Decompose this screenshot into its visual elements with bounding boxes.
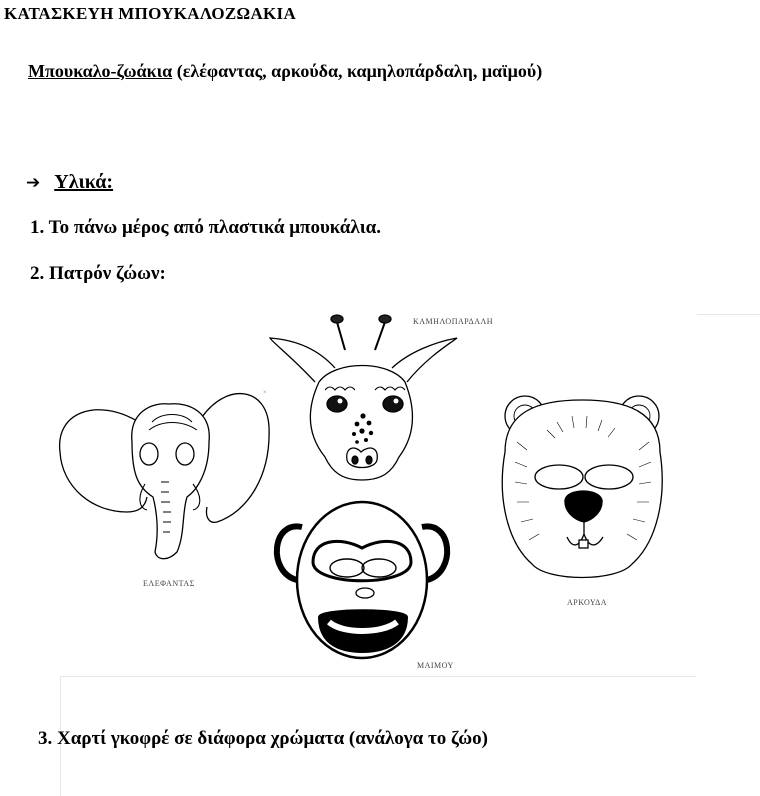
figure-edge-line <box>60 676 696 677</box>
giraffe-mask <box>270 315 457 480</box>
materials-heading <box>26 171 113 194</box>
document-title: ΚΑΤΑΣΚΕΥΗ ΜΠΟΥΚΑΛΟΖΩΑΚΙΑ <box>4 4 297 23</box>
list-item-1: 1. Το πάνω μέρος από πλαστικά μπουκάλια. <box>30 217 381 238</box>
monkey-mask <box>277 502 447 658</box>
label-bear: ΑΡΚΟΥΔΑ <box>567 598 608 607</box>
label-monkey: ΜΑΙΜΟΥ <box>417 661 454 670</box>
arrow-right-icon: ➔ <box>26 173 41 193</box>
label-elephant: ΕΛΕΦΑΝΤΑΣ <box>143 579 195 588</box>
subtitle-rest: (ελέφαντας, αρκούδα, καμηλοπάρδαλη, μαϊμού) <box>172 61 543 81</box>
label-giraffe: ΚΑΜΗΛΟΠΑΡΔΑΛΗ <box>413 317 494 326</box>
list-item-2: 2. Πατρόν ζώων: <box>30 263 166 284</box>
stray-mark: × <box>263 390 267 396</box>
animal-masks-figure <box>57 312 697 674</box>
subtitle-underlined: Μπουκαλο-ζωάκια <box>28 61 173 81</box>
elephant-mask <box>60 394 270 559</box>
list-item-3: 3. Χαρτί γκοφρέ σε διάφορα χρώματα (ανάλογα το ζώο) <box>38 728 488 749</box>
bear-mask <box>502 396 662 578</box>
subtitle <box>28 61 542 82</box>
materials-label: Υλικά: <box>54 171 114 193</box>
figure-edge-line <box>697 314 760 315</box>
